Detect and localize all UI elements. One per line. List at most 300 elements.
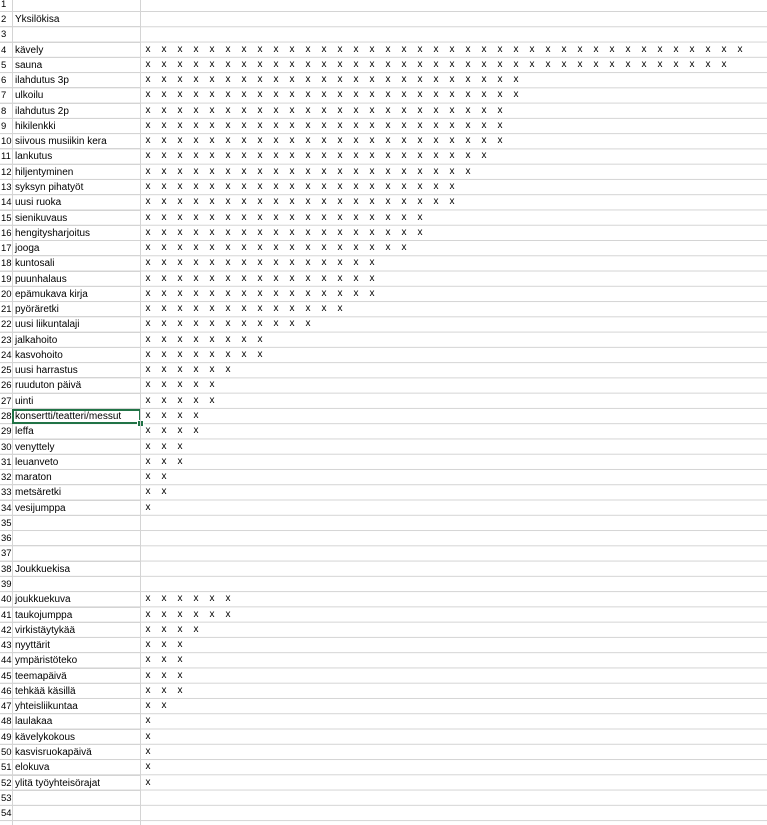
cell-mark[interactable]: x [225,348,231,360]
cell-mark[interactable]: x [609,58,615,70]
cell-mark[interactable]: x [193,272,199,284]
cell-mark[interactable]: x [209,74,215,86]
cell-mark[interactable]: x [145,486,151,498]
cell-mark[interactable]: x [225,211,231,223]
cell-mark[interactable]: x [145,318,151,330]
cell-mark[interactable]: x [193,608,199,620]
cell-activity-label[interactable] [13,577,142,592]
cell-mark[interactable]: x [257,333,263,345]
cell-mark[interactable]: x [225,196,231,208]
cell-mark[interactable]: x [241,135,247,147]
cell-mark[interactable]: x [305,211,311,223]
cell-activity-label[interactable]: jooga [15,243,40,255]
cell-mark[interactable]: x [209,211,215,223]
cell-mark[interactable]: x [161,425,167,437]
cell-mark[interactable]: x [497,89,503,101]
row-header[interactable]: 13 [1,181,12,193]
cell-mark[interactable]: x [145,440,151,452]
cell-mark[interactable]: x [417,58,423,70]
cell-mark[interactable]: x [177,639,183,651]
cell-mark[interactable]: x [161,608,167,620]
cell-mark[interactable]: x [289,180,295,192]
cell-mark[interactable]: x [145,455,151,467]
cell-mark[interactable]: x [177,608,183,620]
cell-mark[interactable]: x [401,196,407,208]
cell-activity-label[interactable]: vesijumppa [15,502,66,514]
cell-mark[interactable]: x [177,333,183,345]
cell-mark[interactable]: x [161,272,167,284]
cell-mark[interactable]: x [193,119,199,131]
cell-mark[interactable]: x [625,58,631,70]
cell-activity-label[interactable]: metsäretki [15,487,62,499]
cell-mark[interactable]: x [193,89,199,101]
cell-mark[interactable]: x [225,150,231,162]
cell-mark[interactable]: x [321,89,327,101]
row-header[interactable]: 34 [1,502,12,514]
row-header[interactable]: 4 [1,44,7,56]
cell-activity-label[interactable]: kasvohoito [15,349,63,361]
cell-mark[interactable]: x [321,211,327,223]
cell-mark[interactable]: x [337,303,343,315]
cell-mark[interactable]: x [177,379,183,391]
row-header[interactable]: 49 [1,731,12,743]
cell-mark[interactable]: x [721,58,727,70]
cell-mark[interactable]: x [161,303,167,315]
cell-activity-label[interactable] [13,791,142,806]
cell-mark[interactable]: x [145,43,151,55]
row-header[interactable]: 44 [1,655,12,667]
cell-mark[interactable]: x [177,257,183,269]
cell-mark[interactable]: x [225,333,231,345]
cell-mark[interactable]: x [209,257,215,269]
cell-mark[interactable]: x [337,180,343,192]
cell-mark[interactable]: x [321,150,327,162]
cell-mark[interactable]: x [177,455,183,467]
cell-mark[interactable]: x [241,348,247,360]
cell-mark[interactable]: x [145,74,151,86]
cell-mark[interactable]: x [401,242,407,254]
row-header[interactable]: 46 [1,685,12,697]
cell-mark[interactable]: x [385,150,391,162]
cell-activity-label[interactable]: virkistäytykää [15,624,76,636]
cell-mark[interactable]: x [209,226,215,238]
cell-mark[interactable]: x [257,226,263,238]
cell-mark[interactable]: x [369,119,375,131]
cell-mark[interactable]: x [433,135,439,147]
cell-mark[interactable]: x [449,135,455,147]
cell-mark[interactable]: x [353,58,359,70]
cell-mark[interactable]: x [449,150,455,162]
cell-mark[interactable]: x [321,135,327,147]
cell-mark[interactable]: x [257,287,263,299]
cell-mark[interactable]: x [257,257,263,269]
row-header[interactable]: 14 [1,197,12,209]
cell-mark[interactable]: x [225,272,231,284]
row-header[interactable]: 48 [1,716,12,728]
cell-activity-label[interactable]: pyöräretki [15,304,59,316]
cell-mark[interactable]: x [433,58,439,70]
cell-mark[interactable]: x [577,43,583,55]
cell-mark[interactable]: x [257,180,263,192]
cell-mark[interactable]: x [161,623,167,635]
cell-mark[interactable]: x [273,303,279,315]
row-header[interactable]: 31 [1,456,12,468]
cell-mark[interactable]: x [497,135,503,147]
cell-mark[interactable]: x [385,74,391,86]
cell-mark[interactable]: x [209,608,215,620]
cell-mark[interactable]: x [417,89,423,101]
cell-mark[interactable]: x [369,104,375,116]
cell-mark[interactable]: x [449,74,455,86]
cell-mark[interactable]: x [369,43,375,55]
row-header[interactable]: 11 [1,151,11,163]
cell-mark[interactable]: x [161,58,167,70]
cell-activity-label[interactable]: jalkahoito [15,334,58,346]
cell-mark[interactable]: x [369,242,375,254]
cell-mark[interactable]: x [289,165,295,177]
cell-mark[interactable]: x [321,165,327,177]
cell-activity-label[interactable]: taukojumppa [15,609,73,621]
cell-mark[interactable]: x [289,58,295,70]
cell-mark[interactable]: x [225,43,231,55]
cell-mark[interactable]: x [161,348,167,360]
cell-mark[interactable]: x [657,58,663,70]
cell-mark[interactable]: x [241,226,247,238]
cell-mark[interactable]: x [193,303,199,315]
cell-mark[interactable]: x [177,119,183,131]
cell-mark[interactable]: x [209,364,215,376]
cell-mark[interactable]: x [161,486,167,498]
cell-mark[interactable]: x [161,74,167,86]
cell-mark[interactable]: x [145,654,151,666]
cell-mark[interactable]: x [289,89,295,101]
cell-mark[interactable]: x [241,272,247,284]
cell-mark[interactable]: x [273,119,279,131]
cell-mark[interactable]: x [337,135,343,147]
cell-mark[interactable]: x [449,196,455,208]
row-header[interactable]: 7 [1,90,7,102]
cell-mark[interactable]: x [417,135,423,147]
cell-mark[interactable]: x [273,180,279,192]
cell-activity-label[interactable]: ruuduton päivä [15,380,82,392]
cell-mark[interactable]: x [145,150,151,162]
cell-mark[interactable]: x [241,119,247,131]
cell-mark[interactable]: x [145,165,151,177]
cell-mark[interactable]: x [241,318,247,330]
cell-mark[interactable]: x [225,593,231,605]
cell-mark[interactable]: x [241,242,247,254]
cell-mark[interactable]: x [161,104,167,116]
cell-mark[interactable]: x [177,104,183,116]
cell-mark[interactable]: x [337,165,343,177]
cell-mark[interactable]: x [721,43,727,55]
cell-mark[interactable]: x [225,180,231,192]
cell-activity-label[interactable]: ulkoilu [15,90,44,102]
cell-mark[interactable]: x [225,226,231,238]
cell-mark[interactable]: x [385,242,391,254]
cell-mark[interactable]: x [433,165,439,177]
cell-mark[interactable]: x [369,257,375,269]
cell-mark[interactable]: x [209,394,215,406]
cell-mark[interactable]: x [177,272,183,284]
cell-mark[interactable]: x [337,196,343,208]
cell-mark[interactable]: x [481,58,487,70]
cell-mark[interactable]: x [161,471,167,483]
cell-mark[interactable]: x [321,58,327,70]
cell-mark[interactable]: x [225,165,231,177]
cell-mark[interactable]: x [593,58,599,70]
cell-mark[interactable]: x [561,58,567,70]
cell-mark[interactable]: x [289,287,295,299]
cell-mark[interactable]: x [193,135,199,147]
cell-mark[interactable]: x [145,257,151,269]
cell-mark[interactable]: x [353,165,359,177]
cell-mark[interactable]: x [145,623,151,635]
cell-activity-label[interactable]: hengitysharjoitus [15,227,91,239]
cell-mark[interactable]: x [209,89,215,101]
cell-mark[interactable]: x [145,242,151,254]
cell-mark[interactable]: x [401,119,407,131]
cell-mark[interactable]: x [145,776,151,788]
cell-activity-label[interactable]: sienikuvaus [15,212,68,224]
cell-mark[interactable]: x [145,501,151,513]
cell-mark[interactable]: x [369,135,375,147]
cell-mark[interactable]: x [513,43,519,55]
cell-mark[interactable]: x [385,165,391,177]
cell-mark[interactable]: x [177,242,183,254]
row-header[interactable]: 25 [1,365,12,377]
cell-mark[interactable]: x [481,89,487,101]
cell-mark[interactable]: x [241,104,247,116]
cell-mark[interactable]: x [401,180,407,192]
cell-mark[interactable]: x [177,654,183,666]
cell-mark[interactable]: x [177,135,183,147]
cell-mark[interactable]: x [193,43,199,55]
cell-mark[interactable]: x [177,364,183,376]
cell-mark[interactable]: x [449,165,455,177]
cell-mark[interactable]: x [225,303,231,315]
cell-mark[interactable]: x [705,43,711,55]
cell-mark[interactable]: x [225,74,231,86]
cell-mark[interactable]: x [193,410,199,422]
cell-mark[interactable]: x [209,58,215,70]
cell-mark[interactable]: x [193,226,199,238]
cell-mark[interactable]: x [321,242,327,254]
cell-mark[interactable]: x [209,43,215,55]
cell-mark[interactable]: x [465,150,471,162]
cell-mark[interactable]: x [401,43,407,55]
cell-mark[interactable]: x [177,303,183,315]
cell-mark[interactable]: x [321,196,327,208]
cell-mark[interactable]: x [193,318,199,330]
cell-mark[interactable]: x [225,58,231,70]
cell-mark[interactable]: x [145,196,151,208]
cell-mark[interactable]: x [337,272,343,284]
cell-mark[interactable]: x [145,135,151,147]
cell-mark[interactable]: x [417,180,423,192]
cell-mark[interactable]: x [177,440,183,452]
cell-mark[interactable]: x [161,242,167,254]
cell-mark[interactable]: x [369,196,375,208]
cell-mark[interactable]: x [289,74,295,86]
cell-mark[interactable]: x [305,226,311,238]
cell-mark[interactable]: x [145,684,151,696]
cell-mark[interactable]: x [161,364,167,376]
cell-mark[interactable]: x [257,119,263,131]
cell-mark[interactable]: x [273,318,279,330]
cell-mark[interactable]: x [593,43,599,55]
cell-mark[interactable]: x [305,43,311,55]
cell-mark[interactable]: x [369,211,375,223]
cell-mark[interactable]: x [209,303,215,315]
cell-mark[interactable]: x [353,196,359,208]
cell-mark[interactable]: x [305,58,311,70]
cell-activity-label[interactable] [13,0,142,12]
row-header[interactable]: 40 [1,594,12,606]
cell-mark[interactable]: x [161,119,167,131]
cell-mark[interactable]: x [161,410,167,422]
cell-mark[interactable]: x [417,196,423,208]
cell-mark[interactable]: x [177,180,183,192]
cell-mark[interactable]: x [321,287,327,299]
cell-mark[interactable]: x [689,43,695,55]
cell-mark[interactable]: x [705,58,711,70]
cell-mark[interactable]: x [193,196,199,208]
row-header[interactable]: 52 [1,777,12,789]
cell-mark[interactable]: x [193,333,199,345]
row-header[interactable]: 50 [1,746,12,758]
cell-mark[interactable]: x [177,43,183,55]
cell-mark[interactable]: x [209,287,215,299]
cell-mark[interactable]: x [257,58,263,70]
cell-mark[interactable]: x [273,74,279,86]
cell-mark[interactable]: x [273,226,279,238]
cell-mark[interactable]: x [225,608,231,620]
cell-activity-label[interactable]: hikilenkki [15,120,56,132]
cell-mark[interactable]: x [337,119,343,131]
cell-mark[interactable]: x [273,104,279,116]
cell-mark[interactable]: x [145,303,151,315]
cell-mark[interactable]: x [353,43,359,55]
cell-mark[interactable]: x [417,74,423,86]
cell-mark[interactable]: x [401,58,407,70]
cell-mark[interactable]: x [145,119,151,131]
cell-mark[interactable]: x [241,89,247,101]
cell-mark[interactable]: x [145,761,151,773]
cell-mark[interactable]: x [321,257,327,269]
row-header[interactable]: 27 [1,395,12,407]
cell-mark[interactable]: x [385,104,391,116]
cell-mark[interactable]: x [241,150,247,162]
cell-activity-label[interactable]: uinti [15,395,34,407]
cell-mark[interactable]: x [145,58,151,70]
cell-mark[interactable]: x [161,43,167,55]
cell-mark[interactable]: x [433,43,439,55]
cell-mark[interactable]: x [161,165,167,177]
cell-activity-label[interactable]: syksyn pihatyöt [15,181,84,193]
cell-mark[interactable]: x [385,89,391,101]
cell-mark[interactable]: x [337,89,343,101]
cell-mark[interactable]: x [209,379,215,391]
cell-activity-label[interactable]: venyttely [15,441,55,453]
cell-mark[interactable]: x [145,410,151,422]
cell-mark[interactable]: x [273,211,279,223]
cell-mark[interactable]: x [497,104,503,116]
cell-activity-label[interactable]: lankutus [15,151,53,163]
cell-activity-label[interactable]: uusi ruoka [15,197,62,209]
cell-mark[interactable]: x [337,58,343,70]
cell-mark[interactable]: x [289,257,295,269]
cell-activity-label[interactable]: kuntosali [15,258,55,270]
cell-mark[interactable]: x [193,287,199,299]
cell-mark[interactable]: x [177,394,183,406]
cell-activity-label[interactable]: kävelykokous [15,731,76,743]
cell-mark[interactable]: x [465,74,471,86]
cell-mark[interactable]: x [609,43,615,55]
cell-mark[interactable]: x [353,119,359,131]
cell-mark[interactable]: x [257,165,263,177]
cell-mark[interactable]: x [305,257,311,269]
cell-mark[interactable]: x [449,180,455,192]
cell-activity-label[interactable]: maraton [15,472,52,484]
cell-mark[interactable]: x [241,303,247,315]
cell-mark[interactable]: x [321,226,327,238]
cell-mark[interactable]: x [417,165,423,177]
cell-mark[interactable]: x [337,150,343,162]
cell-mark[interactable]: x [369,272,375,284]
row-header[interactable]: 2 [1,14,7,25]
cell-activity-label[interactable]: sauna [15,59,43,71]
cell-mark[interactable]: x [353,135,359,147]
cell-activity-label[interactable]: laulakaa [15,716,53,728]
cell-mark[interactable]: x [385,43,391,55]
cell-mark[interactable]: x [273,287,279,299]
cell-mark[interactable]: x [209,196,215,208]
cell-mark[interactable]: x [433,74,439,86]
cell-activity-label[interactable]: elokuva [15,762,50,774]
cell-mark[interactable]: x [353,272,359,284]
cell-mark[interactable]: x [209,242,215,254]
cell-mark[interactable]: x [449,104,455,116]
row-header[interactable]: 53 [1,792,12,804]
cell-mark[interactable]: x [385,58,391,70]
cell-mark[interactable]: x [513,74,519,86]
cell-activity-label[interactable]: epämukava kirja [15,288,88,300]
cell-mark[interactable]: x [225,257,231,269]
cell-mark[interactable]: x [529,43,535,55]
row-header[interactable]: 26 [1,380,12,392]
cell-mark[interactable]: x [161,639,167,651]
cell-mark[interactable]: x [481,135,487,147]
cell-mark[interactable]: x [481,74,487,86]
cell-mark[interactable]: x [369,180,375,192]
cell-mark[interactable]: x [177,165,183,177]
row-header[interactable]: 24 [1,349,12,361]
cell-mark[interactable]: x [401,150,407,162]
cell-mark[interactable]: x [241,165,247,177]
cell-mark[interactable]: x [369,226,375,238]
cell-mark[interactable]: x [257,104,263,116]
cell-mark[interactable]: x [161,593,167,605]
cell-activity-label[interactable]: uusi liikuntalaji [15,319,80,331]
row-header[interactable]: 1 [1,0,7,10]
cell-mark[interactable]: x [433,196,439,208]
cell-mark[interactable]: x [161,211,167,223]
cell-mark[interactable]: x [465,135,471,147]
cell-mark[interactable]: x [161,700,167,712]
cell-mark[interactable]: x [161,257,167,269]
cell-mark[interactable]: x [193,425,199,437]
